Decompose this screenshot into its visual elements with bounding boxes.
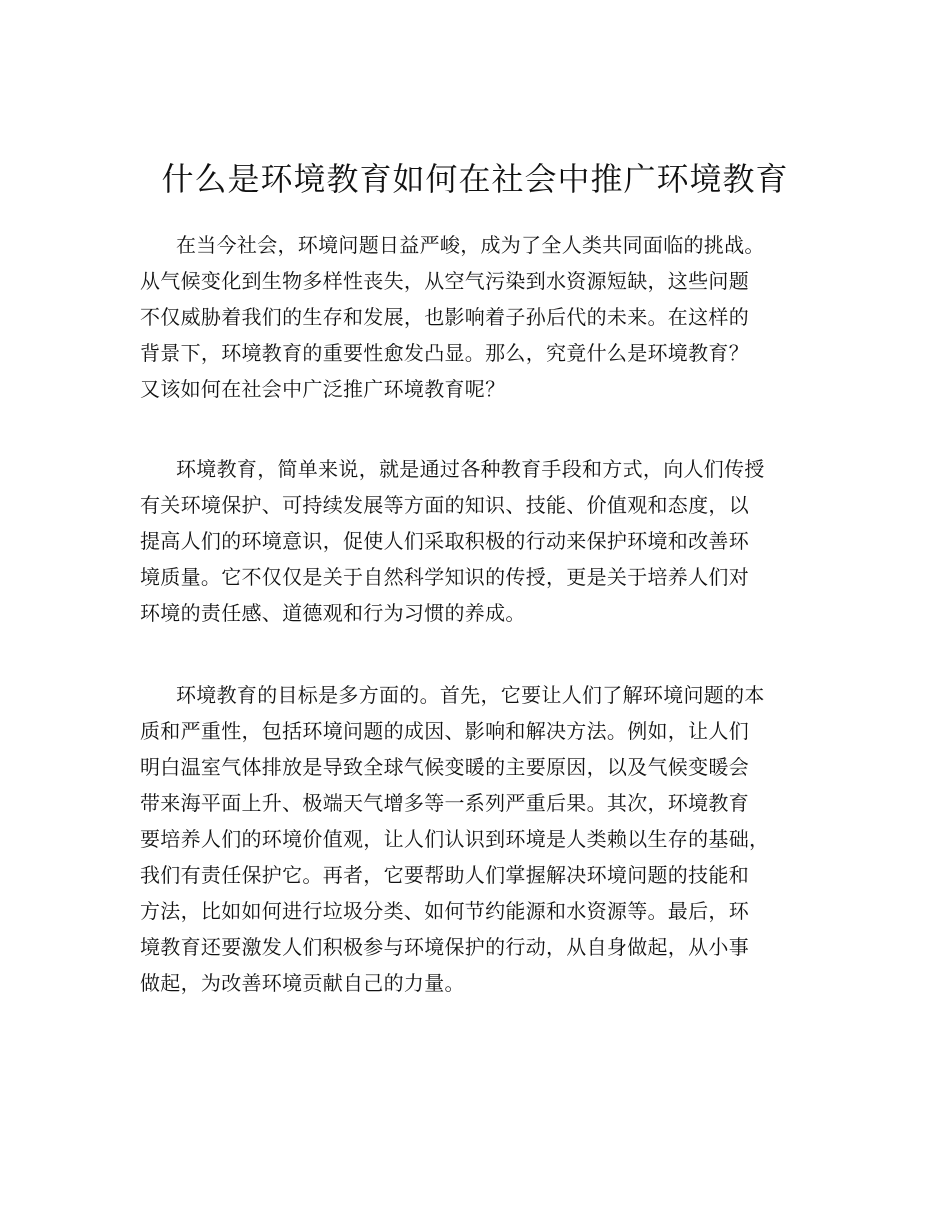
paragraph-line: 方法，比如如何进行垃圾分类、如何节约能源和水资源等。最后，环 [140, 899, 749, 923]
paragraph-goals [140, 677, 840, 1001]
paragraph-line: 又该如何在社会中广泛推广环境教育呢？ [140, 377, 506, 401]
paragraph-line: 我们有责任保护它。再者，它要帮助人们掌握解决环境问题的技能和 [140, 863, 749, 887]
document-title: 什么是环境教育如何在社会中推广环境教育 [161, 160, 789, 198]
paragraph-line: 背景下，环境教育的重要性愈发凸显。那么，究竟什么是环境教育？ [140, 341, 749, 365]
paragraph-line: 境质量。它不仅仅是关于自然科学知识的传授，更是关于培养人们对 [140, 565, 749, 589]
paragraph-definition [140, 451, 840, 631]
paragraph-line: 带来海平面上升、极端天气增多等一系列严重后果。其次，环境教育 [140, 791, 749, 815]
paragraph-line: 有关环境保护、可持续发展等方面的知识、技能、价值观和态度，以 [140, 493, 749, 517]
paragraph-line: 明白温室气体排放是导致全球气候变暖的主要原因，以及气候变暖会 [140, 755, 749, 779]
paragraph-line: 不仅威胁着我们的生存和发展，也影响着子孙后代的未来。在这样的 [140, 305, 749, 329]
paragraph-line: 境教育还要激发人们积极参与环境保护的行动，从自身做起，从小事 [140, 935, 749, 959]
paragraph-intro [140, 227, 840, 407]
paragraph-line: 环境的责任感、道德观和行为习惯的养成。 [140, 601, 526, 625]
paragraph-line: 在当今社会，环境问题日益严峻，成为了全人类共同面临的挑战。 [176, 233, 765, 257]
paragraph-line: 环境教育，简单来说，就是通过各种教育手段和方式，向人们传授 [176, 457, 765, 481]
paragraph-line: 提高人们的环境意识，促使人们采取积极的行动来保护环境和改善环 [140, 529, 749, 553]
paragraph-line: 质和严重性，包括环境问题的成因、影响和解决方法。例如，让人们 [140, 719, 749, 743]
paragraph-line: 做起，为改善环境贡献自己的力量。 [140, 971, 465, 995]
paragraph-line: 要培养人们的环境价值观，让人们认识到环境是人类赖以生存的基础， [140, 827, 770, 851]
paragraph-line: 从气候变化到生物多样性丧失，从空气污染到水资源短缺，这些问题 [140, 269, 749, 293]
paragraph-line: 环境教育的目标是多方面的。首先，它要让人们了解环境问题的本 [176, 683, 765, 707]
